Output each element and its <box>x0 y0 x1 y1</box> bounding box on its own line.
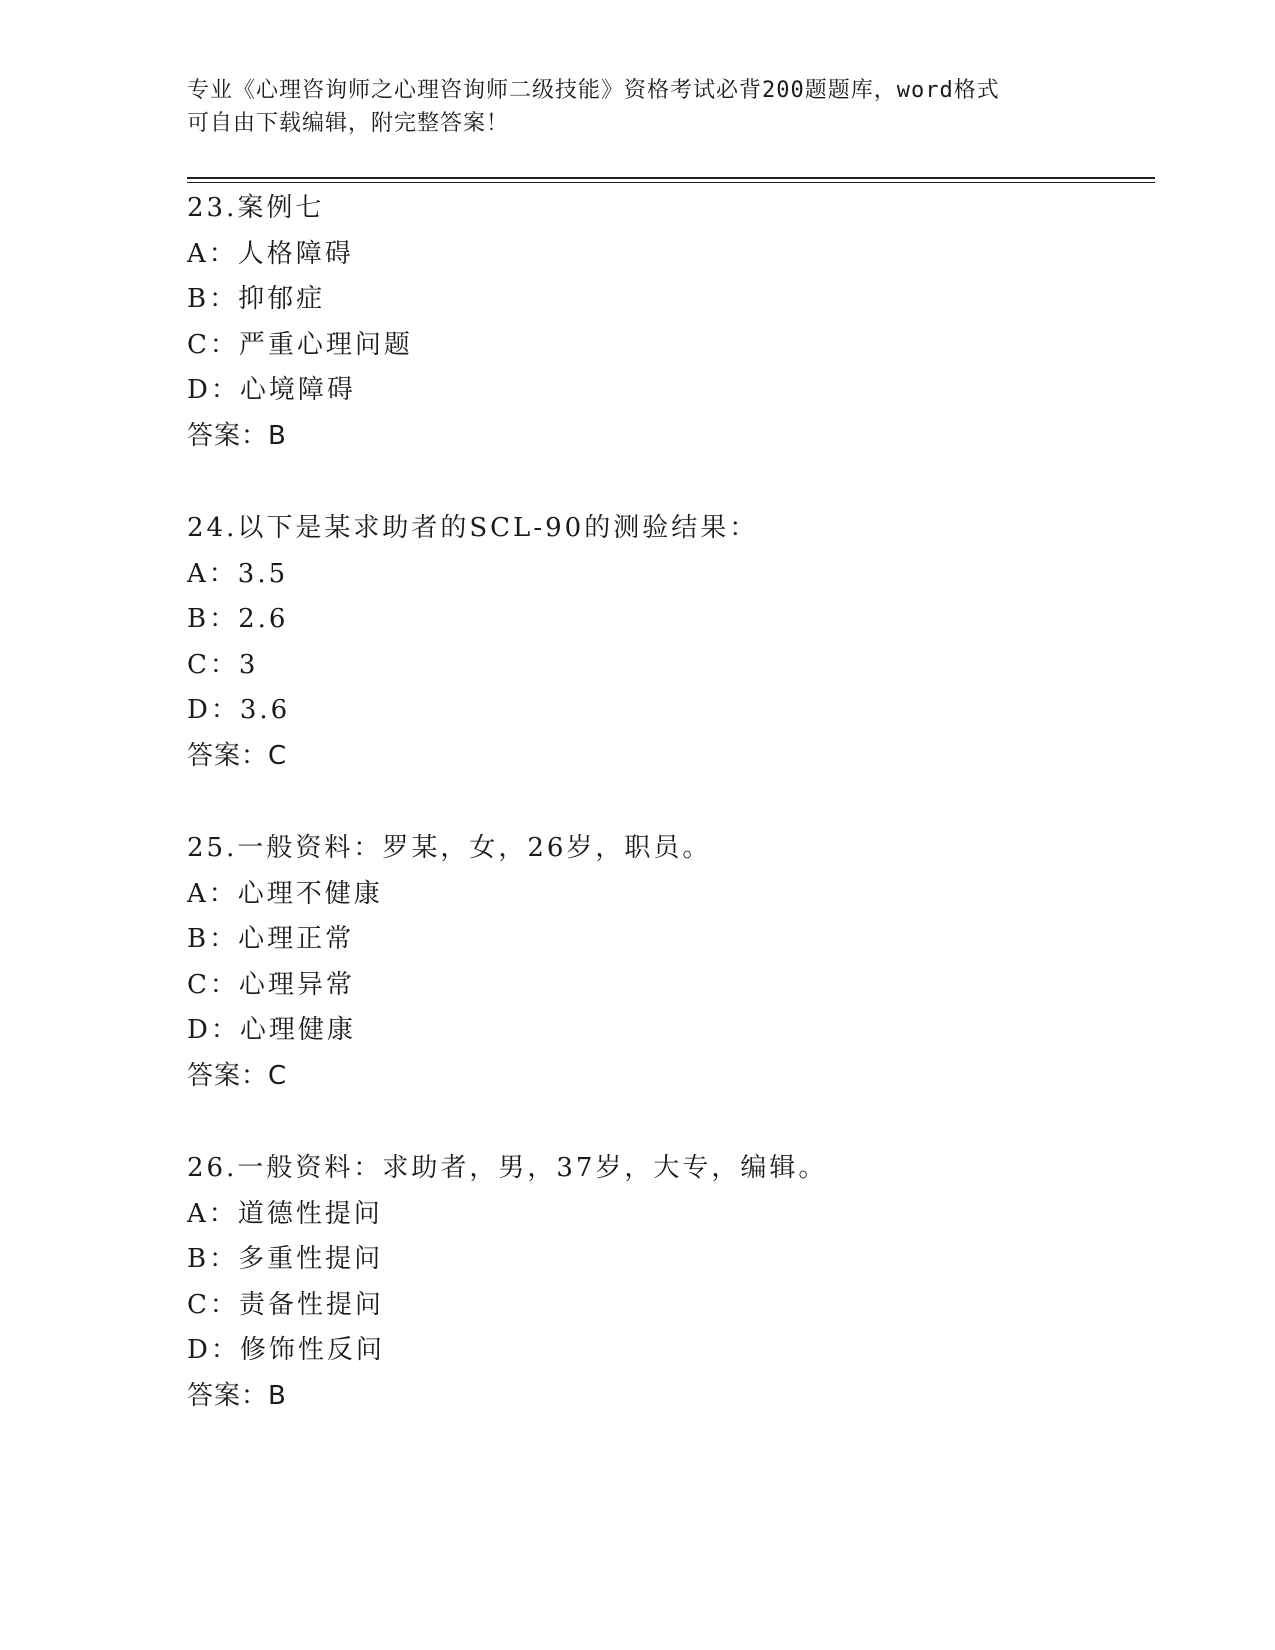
option-d: D：心理健康 <box>187 1015 356 1046</box>
question-stem: 26.一般资料：求助者，男，37岁，大专，编辑。 <box>187 1153 828 1183</box>
option-c: C：3 <box>187 649 259 680</box>
option-a: A：心理不健康 <box>187 878 383 909</box>
question-26 <box>187 1146 1155 1420</box>
question-stem: 23.案例七 <box>187 193 325 223</box>
header-divider-thin <box>187 182 1155 183</box>
header-line-1: 专业《心理咨询师之心理咨询师二级技能》资格考试必背200题题库，word格式 <box>187 78 1000 103</box>
option-c: C：严重心理问题 <box>187 329 413 360</box>
option-b: B：心理正常 <box>187 924 355 955</box>
option-a: A：道德性提问 <box>187 1198 383 1229</box>
option-d: D：3.6 <box>187 695 291 726</box>
option-c: C：心理异常 <box>187 969 355 1000</box>
option-a: A：人格障碍 <box>187 238 354 269</box>
option-b: B：多重性提问 <box>187 1244 384 1275</box>
option-d: D：心境障碍 <box>187 375 356 406</box>
answer: 答案：C <box>187 740 288 771</box>
question-stem: 24.以下是某求助者的SCL-90的测验结果： <box>187 513 759 543</box>
answer: 答案：C <box>187 1060 288 1091</box>
question-stem: 25.一般资料：罗某，女，26岁，职员。 <box>187 833 712 863</box>
question-25 <box>187 826 1155 1100</box>
question-24 <box>187 506 1155 780</box>
header-divider-thick <box>187 177 1155 179</box>
option-d: D：修饰性反问 <box>187 1335 385 1366</box>
option-b: B：抑郁症 <box>187 284 326 315</box>
option-a: A：3.5 <box>187 558 289 589</box>
answer: 答案：B <box>187 420 287 451</box>
answer: 答案：B <box>187 1380 287 1411</box>
question-23 <box>187 186 1155 460</box>
option-c: C：责备性提问 <box>187 1289 384 1320</box>
header-line-2: 可自由下载编辑，附完整答案！ <box>187 111 510 136</box>
option-b: B：2.6 <box>187 604 289 635</box>
document-header <box>187 74 1067 140</box>
